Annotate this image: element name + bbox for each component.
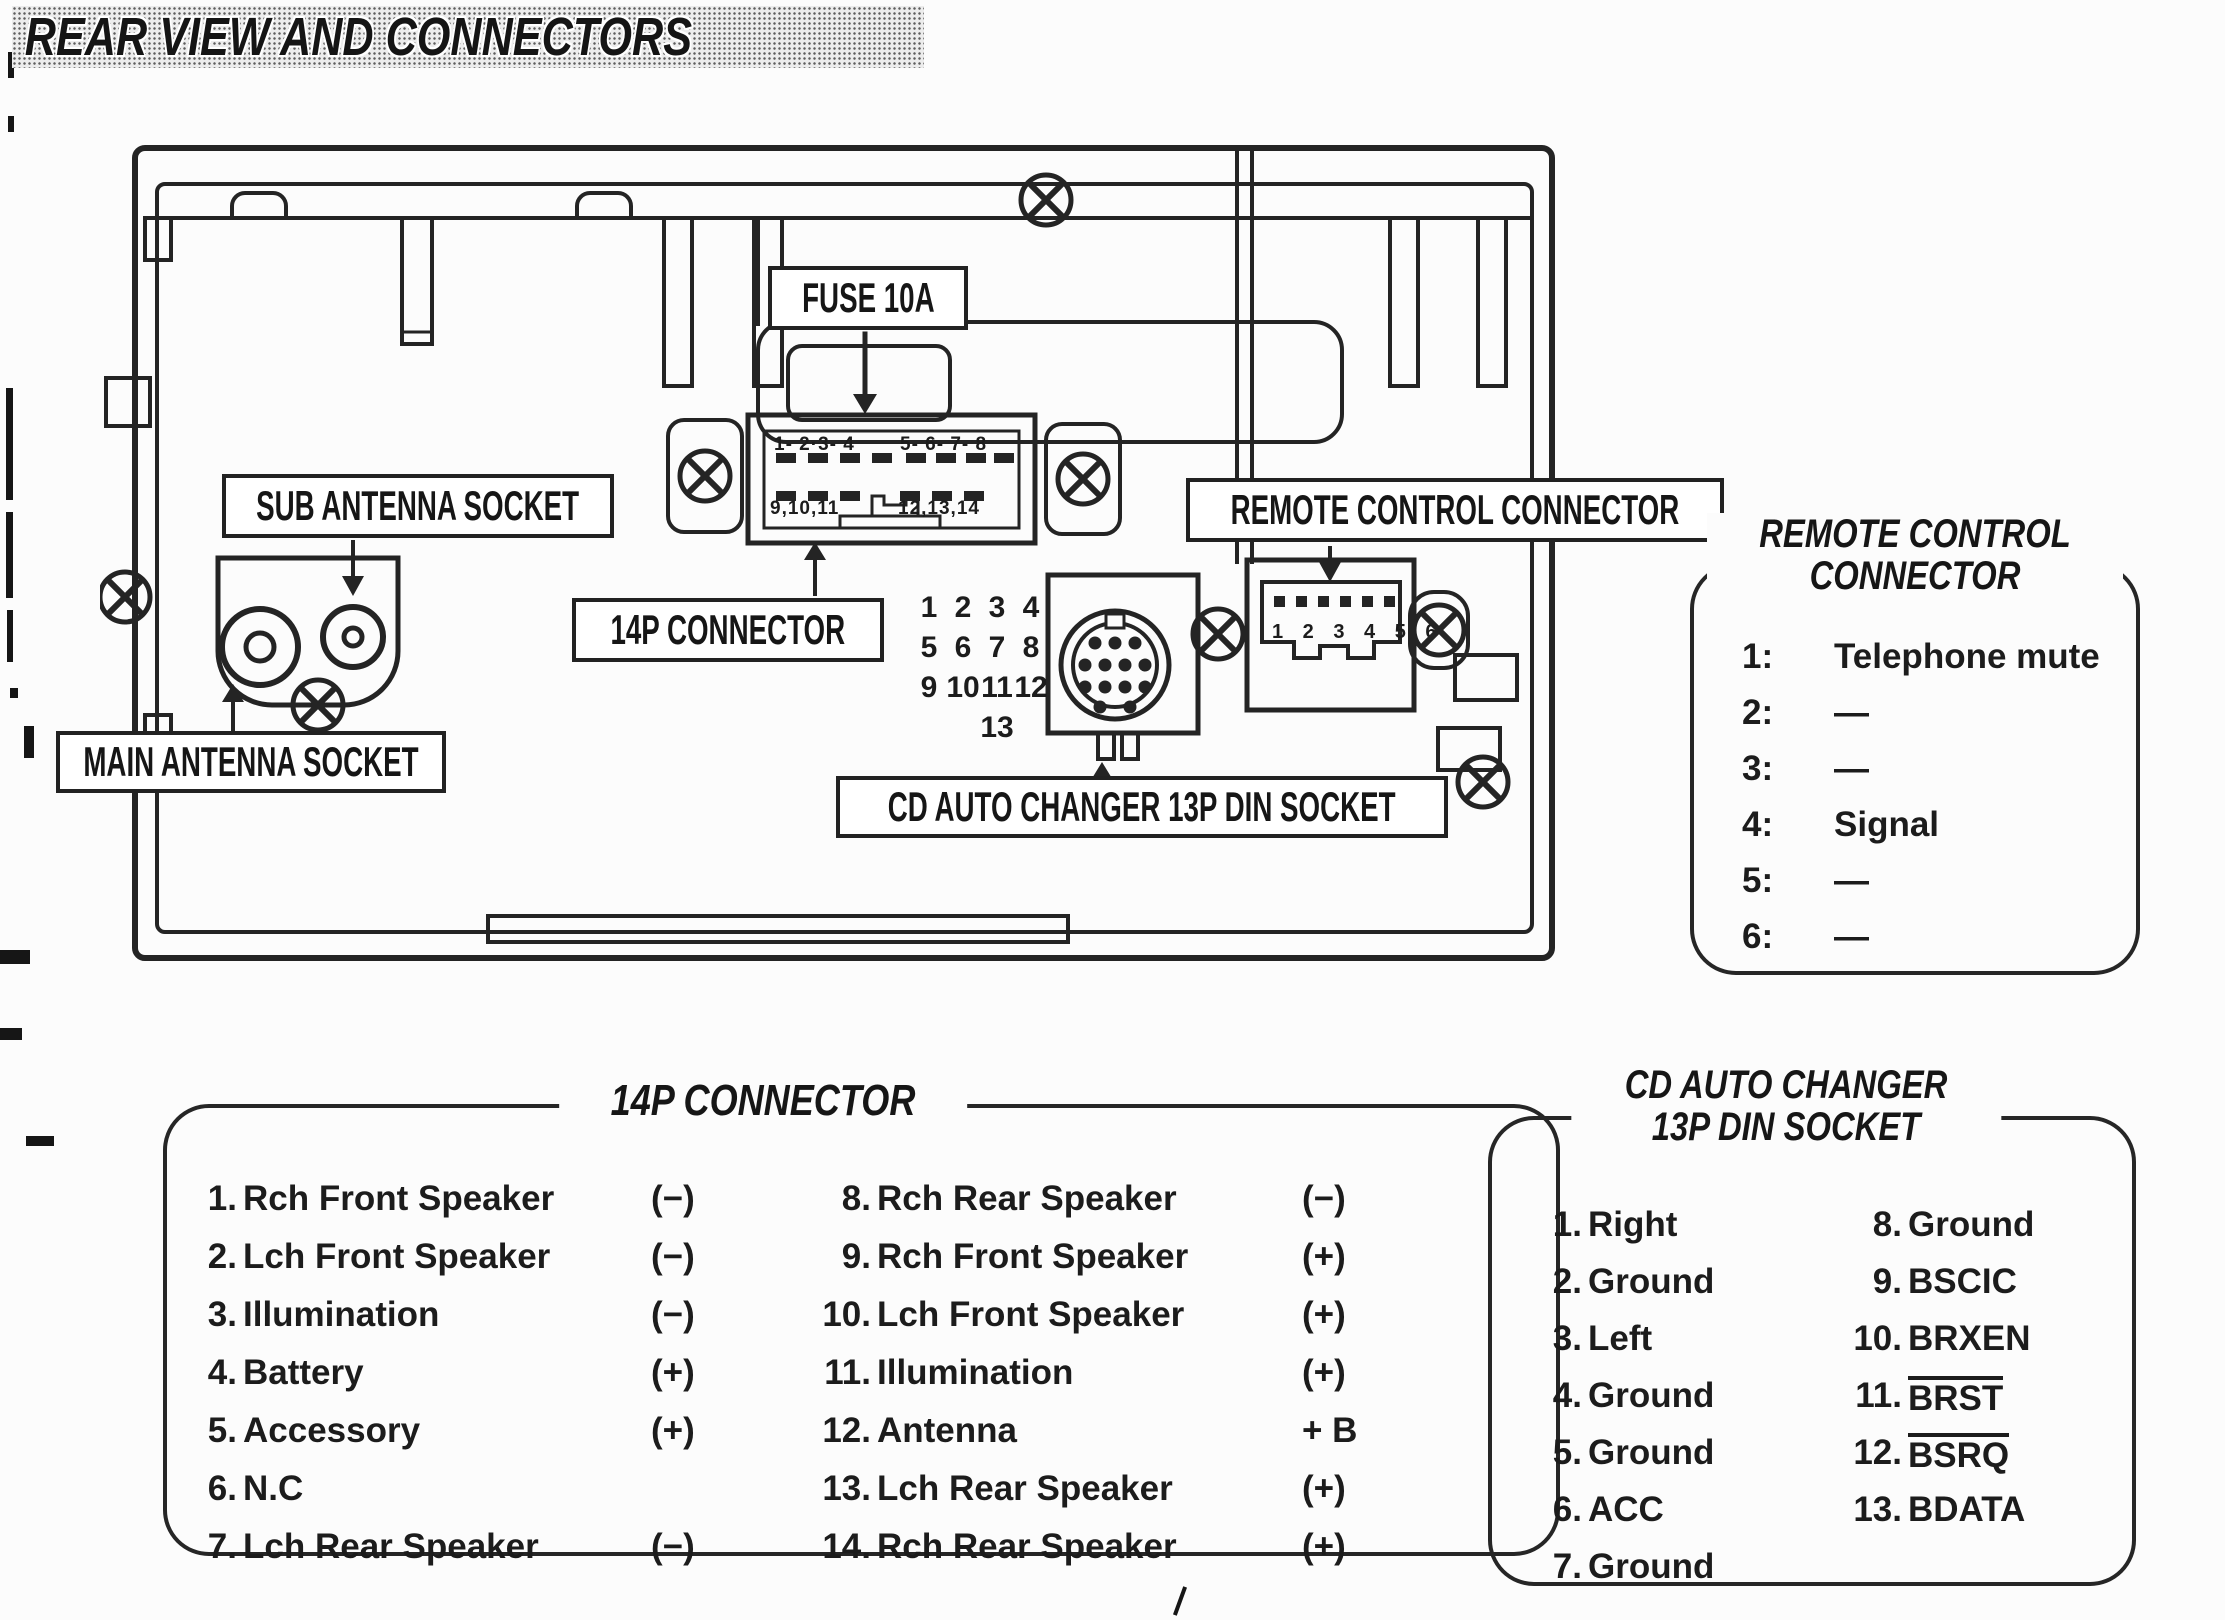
- remote-panel-title: [1707, 513, 2123, 598]
- pin-label: Ground: [1908, 1204, 2035, 1244]
- pin-num: 3:: [1742, 749, 1774, 788]
- pin-num: 7.: [207, 1527, 237, 1566]
- pin-num: 5:: [1742, 861, 1774, 900]
- pin-label: Lch Rear Speaker: [243, 1527, 539, 1566]
- din-pin-number: 4: [1022, 591, 1040, 624]
- pin-label: Battery: [243, 1353, 364, 1392]
- cd-panel-title-line2: 13P DIN SOCKET: [1652, 1105, 1921, 1150]
- arrow-icon: [853, 394, 877, 414]
- pin-num: 10.: [822, 1295, 871, 1334]
- label-main-antenna-text: MAIN ANTENNA SOCKET: [83, 738, 419, 785]
- label-remote-control-connector: [1186, 478, 1724, 542]
- scan-artifact: [6, 512, 13, 598]
- din-pin-number-grid: [912, 588, 1048, 748]
- pin-num: 1.: [207, 1179, 237, 1218]
- din-pin-number: 13: [980, 711, 1014, 744]
- remote-pin-numbers: 1 2 3 4 5 6: [1272, 621, 1444, 643]
- din-pin-number: 8: [1022, 631, 1040, 664]
- din-pin-number: 6: [954, 631, 972, 664]
- pin-label: Rch Front Speaker: [877, 1237, 1189, 1276]
- pin-label: BRXEN: [1908, 1318, 2031, 1358]
- din-pin-number: 10: [946, 671, 980, 704]
- screw-icon: [1058, 454, 1108, 504]
- p14-pin-list-left: [185, 1170, 751, 1576]
- din-pin-number: 5: [920, 631, 938, 664]
- fuse-holder-drawing: [758, 322, 1342, 442]
- pin-num: 5.: [1552, 1432, 1582, 1472]
- scan-artifact: [0, 950, 30, 964]
- pin-num: 8.: [1872, 1204, 1902, 1244]
- p14-pin-numbers-bottom-left: 9,10,11: [770, 498, 840, 519]
- pin-label: —: [1834, 749, 1869, 788]
- p14-panel-title: [559, 1078, 967, 1125]
- label-cd-auto-changer-socket: [836, 776, 1448, 838]
- pin-label: —: [1834, 861, 1869, 900]
- pin-value: + B: [1302, 1411, 1358, 1450]
- cd-pin-list-left: [1530, 1196, 1818, 1595]
- pin-label: BSCIC: [1908, 1261, 2017, 1301]
- pin-label: BRST: [1908, 1376, 2108, 1416]
- remote-panel-title-line2: CONNECTOR: [1809, 554, 2021, 599]
- pin-label: Accessory: [243, 1411, 421, 1450]
- pin-value: (−): [651, 1237, 695, 1276]
- pin-num: 2.: [207, 1237, 237, 1276]
- label-fuse-text: FUSE 10A: [801, 274, 935, 321]
- label-remote-text: REMOTE CONTROL CONNECTOR: [1230, 486, 1680, 533]
- p14-pinout-panel: [163, 1076, 1560, 1566]
- label-fuse: [768, 266, 968, 330]
- screw-icon: [1458, 757, 1508, 807]
- pin-label: Rch Rear Speaker: [877, 1527, 1177, 1566]
- pin-label: Rch Front Speaker: [243, 1179, 555, 1218]
- pin-label: —: [1834, 693, 1869, 732]
- pin-value: (−): [651, 1295, 695, 1334]
- pin-label: Lch Front Speaker: [243, 1237, 551, 1276]
- pin-num: 10.: [1853, 1318, 1902, 1358]
- pin-value: (−): [1302, 1179, 1346, 1218]
- pin-value: (+): [1302, 1527, 1346, 1566]
- pin-label: Ground: [1588, 1375, 1715, 1415]
- pin-num: 8.: [841, 1179, 871, 1218]
- label-sub-antenna-text: SUB ANTENNA SOCKET: [256, 482, 580, 529]
- pin-label: Telephone mute: [1834, 637, 2100, 676]
- scan-artifact: [7, 610, 13, 662]
- pin-num: 13.: [1853, 1489, 1902, 1529]
- pin-num: 11.: [824, 1353, 871, 1392]
- label-14p-text: 14P CONNECTOR: [610, 606, 846, 653]
- pin-value: (+): [1302, 1469, 1346, 1508]
- pin-num: 3.: [1552, 1318, 1582, 1358]
- p14-panel-title-text: 14P CONNECTOR: [610, 1076, 916, 1125]
- arrow-icon: [1319, 562, 1341, 582]
- p14-pin-numbers-top-right: 5- 6- 7- 8: [900, 434, 988, 455]
- din-pin-number: 3: [988, 591, 1006, 624]
- pin-label: Left: [1588, 1318, 1653, 1358]
- pin-num: 14.: [822, 1527, 871, 1566]
- pin-num: 13.: [822, 1469, 871, 1508]
- pin-label: Rch Rear Speaker: [877, 1179, 1177, 1218]
- screw-icon: [680, 451, 730, 501]
- pin-label: Lch Front Speaker: [877, 1295, 1185, 1334]
- pin-value: (+): [651, 1411, 695, 1450]
- cd-pin-list-right: [1844, 1196, 2108, 1538]
- pin-num: 9.: [841, 1237, 871, 1276]
- pin-num: 4:: [1742, 805, 1774, 844]
- pin-num: 12.: [1853, 1432, 1902, 1472]
- remote-connector-drawing: [1193, 548, 1468, 710]
- pin-num: 1:: [1742, 637, 1774, 676]
- pin-label: Ground: [1588, 1546, 1715, 1586]
- pin-label: Illumination: [877, 1353, 1074, 1392]
- scan-artifact: [24, 726, 34, 758]
- pin-num: 9.: [1872, 1261, 1902, 1301]
- pin-value: (−): [651, 1179, 695, 1218]
- pin-label: Antenna: [877, 1411, 1017, 1450]
- label-sub-antenna-socket: [222, 474, 614, 538]
- scan-artifact: [1173, 1586, 1187, 1616]
- pin-num: 5.: [207, 1411, 237, 1450]
- din-pin-number: 7: [988, 631, 1006, 664]
- pin-label: N.C: [243, 1469, 304, 1508]
- page-title-strip: [12, 6, 924, 68]
- pin-num: 4.: [207, 1353, 237, 1392]
- label-14p-connector: [572, 598, 884, 662]
- pin-label: —: [1834, 917, 1869, 956]
- din-socket-drawing: [1048, 575, 1198, 806]
- pin-label: BDATA: [1908, 1489, 2026, 1529]
- pin-label: Ground: [1588, 1432, 1715, 1472]
- pin-num: 11.: [1855, 1375, 1902, 1415]
- pin-num: 6:: [1742, 917, 1774, 956]
- arrow-icon: [342, 576, 364, 596]
- cd-panel-title-line1: CD AUTO CHANGER: [1625, 1063, 1948, 1107]
- pin-value: (+): [651, 1353, 695, 1392]
- pin-value: (+): [1302, 1353, 1346, 1392]
- pin-num: 12.: [822, 1411, 871, 1450]
- din-pin-number: 12: [1014, 671, 1048, 704]
- p14-pin-list-right: [822, 1170, 1402, 1576]
- pin-num: 3.: [207, 1295, 237, 1334]
- pin-label: Right: [1588, 1204, 1678, 1244]
- pin-num: 2.: [1552, 1261, 1582, 1301]
- scan-artifact: [26, 1136, 54, 1146]
- pin-label: Illumination: [243, 1295, 440, 1334]
- pin-num: 6.: [1552, 1489, 1582, 1529]
- pin-num: 6.: [207, 1469, 237, 1508]
- scan-artifact: [0, 1028, 22, 1040]
- p14-pin-numbers-bottom-right: 12,13,14: [898, 498, 980, 519]
- pin-label: Signal: [1834, 805, 1940, 844]
- antenna-sockets-drawing: [218, 542, 398, 730]
- cd-changer-pinout-panel: [1488, 1063, 2136, 1586]
- pin-label: BSRQ: [1908, 1433, 2108, 1473]
- din-pin-number: 1: [920, 591, 938, 624]
- pin-num: 4.: [1552, 1375, 1582, 1415]
- remote-pin-list: [1742, 629, 2100, 965]
- remote-panel-title-line1: REMOTE CONTROL: [1759, 512, 2071, 556]
- scan-artifact: [6, 388, 13, 500]
- label-main-antenna-socket: [56, 731, 446, 793]
- pin-num: 2:: [1742, 693, 1774, 732]
- din-pin-number: 9: [920, 671, 938, 704]
- p14-pin-numbers-top-left: 1- 2·3- 4: [774, 434, 855, 455]
- din-pin-number: 2: [954, 591, 972, 624]
- remote-connector-pinout-panel: [1690, 512, 2140, 975]
- pin-num: 7.: [1552, 1546, 1582, 1586]
- label-cd-text: CD AUTO CHANGER 13P DIN SOCKET: [888, 783, 1396, 830]
- scan-artifact: [10, 688, 18, 698]
- pin-label: Lch Rear Speaker: [877, 1469, 1173, 1508]
- din-pin-number: 11: [981, 671, 1013, 704]
- pin-num: 1.: [1552, 1204, 1582, 1244]
- pin-value: (+): [1302, 1237, 1346, 1276]
- scan-artifact: [8, 116, 14, 132]
- screw-icon: [100, 572, 150, 622]
- pin-value: (+): [1302, 1295, 1346, 1334]
- pin-value: (−): [651, 1527, 695, 1566]
- pin-label: ACC: [1588, 1489, 1664, 1529]
- page-title: REAR VIEW AND CONNECTORS: [24, 7, 693, 67]
- pin-label: Ground: [1588, 1261, 1715, 1301]
- cd-panel-title: [1572, 1064, 2001, 1149]
